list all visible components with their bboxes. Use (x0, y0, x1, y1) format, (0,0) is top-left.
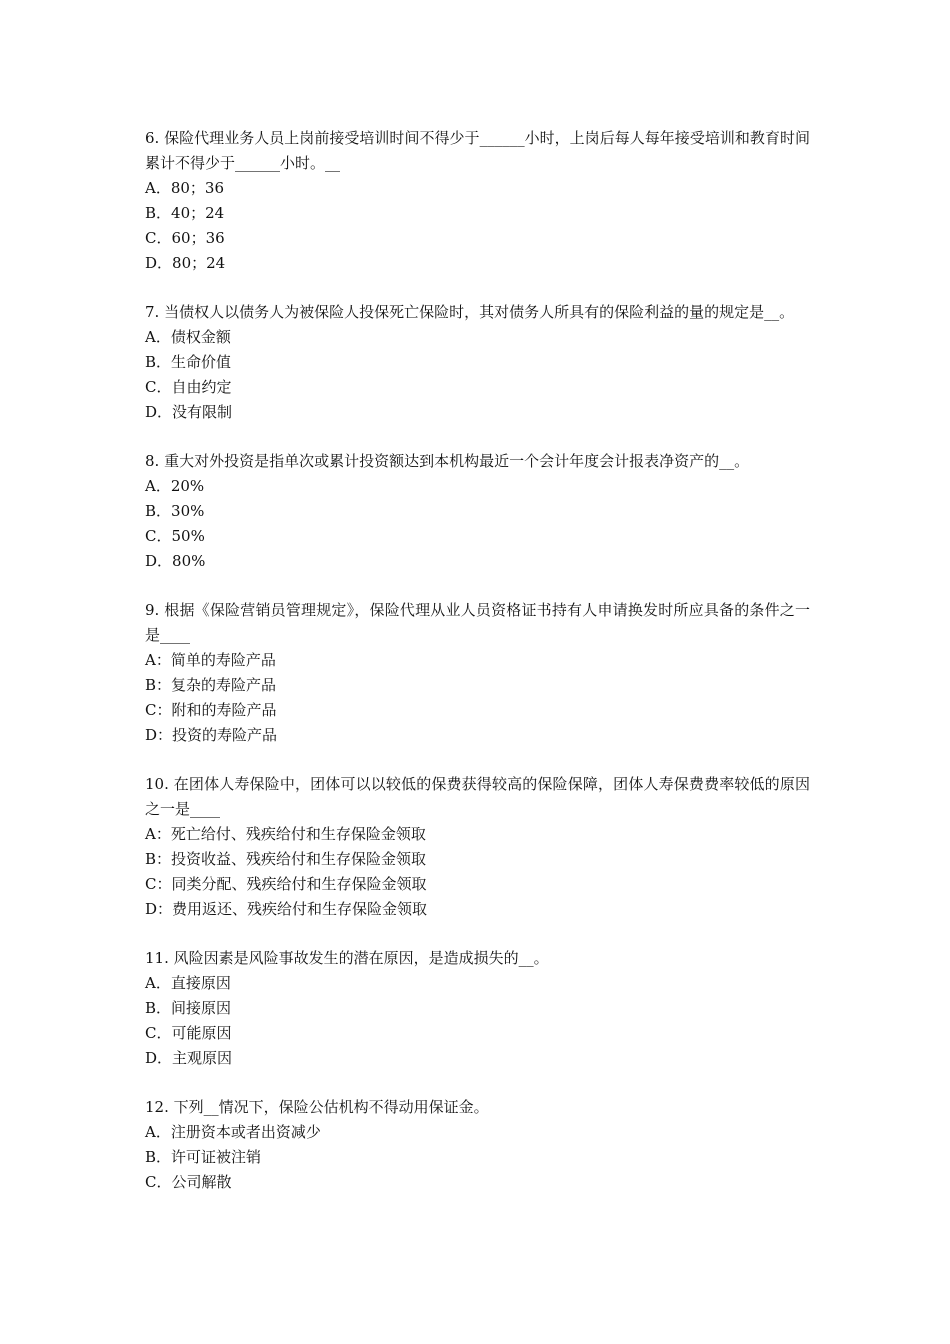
question-list (145, 126, 810, 1219)
option-a: A．80；36 (145, 179, 225, 197)
question-6 (145, 126, 810, 276)
question-7 (145, 300, 810, 425)
option-b: B．生命价值 (145, 353, 232, 371)
option-d: D：费用返还、残疾给付和生存保险金领取 (145, 900, 428, 918)
option-b: B．30% (145, 502, 205, 520)
option-b: B．许可证被注销 (145, 1148, 262, 1166)
option-c: C：附和的寿险产品 (145, 701, 277, 719)
question-stem: 11. 风险因素是风险事故发生的潜在原因，是造成损失的__。 (145, 949, 549, 967)
option-a: A．20% (145, 477, 205, 495)
option-d: D．80% (145, 552, 206, 570)
option-a: A：简单的寿险产品 (145, 651, 276, 669)
option-a: A．直接原因 (145, 974, 231, 992)
option-c: C．自由约定 (145, 378, 232, 396)
option-b: B．40；24 (145, 204, 225, 222)
question-9 (145, 598, 810, 748)
option-a: A．债权金额 (145, 328, 231, 346)
question-8 (145, 449, 810, 574)
option-c: C：同类分配、残疾给付和生存保险金领取 (145, 875, 427, 893)
question-stem: 7. 当债权人以债务人为被保险人投保死亡保险时，其对债务人所具有的保险利益的量的规定是__。 (145, 303, 795, 321)
question-12 (145, 1095, 810, 1195)
question-11 (145, 946, 810, 1071)
option-c: C．可能原因 (145, 1024, 232, 1042)
question-stem: 12. 下列__情况下，保险公估机构不得动用保证金。 (145, 1098, 489, 1116)
option-b: B：投资收益、残疾给付和生存保险金领取 (145, 850, 427, 868)
option-b: B．间接原因 (145, 999, 232, 1017)
option-d: D．80；24 (145, 254, 226, 272)
option-c: C．公司解散 (145, 1173, 232, 1191)
option-d: D．主观原因 (145, 1049, 233, 1067)
option-b: B：复杂的寿险产品 (145, 676, 277, 694)
option-d: D．没有限制 (145, 403, 233, 421)
option-c: C．60；36 (145, 229, 225, 247)
option-a: A．注册资本或者出资减少 (145, 1123, 321, 1141)
option-c: C．50% (145, 527, 205, 545)
question-stem: 9. 根据《保险营销员管理规定》，保险代理从业人员资格证书持有人申请换发时所应具备的条件之一是____ (145, 601, 810, 644)
question-stem: 8. 重大对外投资是指单次或累计投资额达到本机构最近一个会计年度会计报表净资产的__。 (145, 452, 750, 470)
question-stem: 10. 在团体人寿保险中，团体可以以较低的保费获得较高的保险保障，团体人寿保费费率较低的原因之一是____ (145, 775, 810, 818)
question-stem: 6. 保险代理业务人员上岗前接受培训时间不得少于______小时，上岗后每人每年接受培训和教育时间累计不得少于______小时。__ (145, 129, 810, 172)
option-a: A：死亡给付、残疾给付和生存保险金领取 (145, 825, 426, 843)
question-10 (145, 772, 810, 922)
option-d: D：投资的寿险产品 (145, 726, 278, 744)
